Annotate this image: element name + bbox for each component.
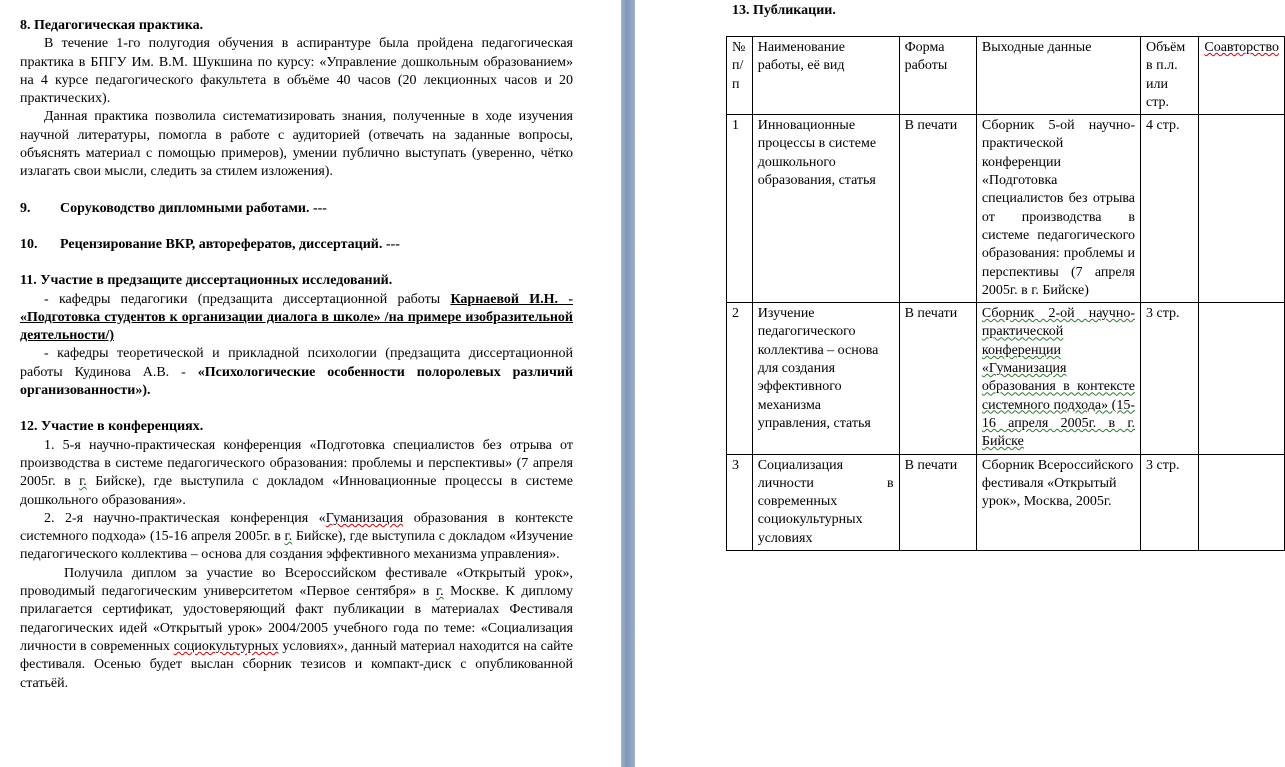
section-12-item-1: 1. 5-я научно-практическая конференция «Подготовка специалистов без отрыва от производства в системе педагогического образования: проблемы и перспективы» (7 апреля 2005г. в г. Бийске), где выступила с докладом «Инновационные процессы в системе дошкольного образования».: [20, 437, 574, 508]
left-column: [20, 17, 573, 693]
cell-name: Инновационные процессы в системе дошкольного образования, статья: [752, 115, 899, 303]
table-row: [727, 115, 1285, 303]
cell-volume: 4 стр.: [1141, 115, 1199, 303]
header-output: Выходные данные: [976, 37, 1140, 115]
header-name: Наименование работы, её вид: [752, 37, 899, 115]
header-volume: Объём в п.л. или стр.: [1141, 37, 1199, 115]
section-8-title: 8. Педагогическая практика.: [20, 18, 204, 33]
section-9-title: 9. Соруководство дипломными работами. ---: [20, 200, 327, 216]
cell-coauthors: [1199, 115, 1285, 303]
cell-number: 1: [727, 115, 753, 303]
section-11-item-1: - кафедры педагогики (предзащита диссертационной работы Карнаевой И.Н. - «Подготовка студентов к организации диалога в школе» /на примере изобразительной деятельности/): [20, 291, 573, 344]
left-page: [0, 0, 621, 767]
cell-coauthors: [1199, 303, 1285, 454]
publications-table: [726, 36, 1285, 551]
section-11-item-1-thesis: Карнаевой И.Н. - «Подготовка студентов к организации диалога в школе» /на примере изобразительной деятельности/): [20, 291, 573, 344]
cell-output: Сборник 5-ой научно-практической конференции «Подготовка специалистов без отрыва от производства в системе педагогического образования: проблемы и перспективы (7 апреля 2005г. в г. Бийске): [976, 115, 1140, 303]
header-form: Форма работы: [899, 37, 976, 115]
section-8-paragraph-2: Данная практика позволила систематизировать знания, полученные в ходе изучения научной литературы, помогла в работе с аудиторией (отвечать на заданные вопросы, объяснять материал с помощью примеров), умении публично выступать (уверенно, чётко излагать свои мысли, следить за стилем изложения).: [20, 109, 573, 180]
section-11-title: 11. Участие в предзащите диссертационных исследований.: [20, 273, 393, 289]
page-divider: [621, 0, 635, 767]
right-page: [635, 0, 1285, 767]
header-number: № п/п: [727, 37, 753, 115]
table-row: [727, 454, 1285, 550]
section-12-diploma-paragraph: Получила диплом за участие во Всероссийском фестивале «Открытый урок», проводимый педагогическим университетом «Первое сентября» в г. Москве. К диплому прилагается сертификат, удостоверяющий факт публикации в материалах Фестиваля педагогических идей «Открытый урок» 2004/2005 учебного года по теме: «Социализация личности в современных социокультурных условиях», данный материал находится на сайте фестиваля. Осенью будет выслан сборник тезисов и компакт-диск с опубликованной статьёй.: [20, 565, 574, 691]
table-header-row: [727, 37, 1285, 115]
section-12-item-2: 2. 2-я научно-практическая конференция «Гуманизация образования в контексте системного подхода» (15-16 апреля 2005г. в г. Бийске), где выступила с докладом «Изучение педагогического коллектива – основа для создания эффективного механизма управления».: [20, 510, 574, 563]
cell-coauthors: [1199, 454, 1285, 550]
table-row: [727, 303, 1285, 454]
cell-output: Сборник Всероссийского фестиваля «Открытый урок», Москва, 2005г.: [976, 454, 1140, 550]
cell-volume: 3 стр.: [1141, 454, 1199, 550]
cell-output: Сборник 2-ой научно-практической конференции «Гуманизация образования в контексте системного подхода» (15-16 апреля 2005г. в г. Бийске: [976, 303, 1140, 454]
cell-form: В печати: [899, 454, 976, 550]
cell-name: Социализация личности в современных социокультурных условиях: [752, 454, 899, 550]
section-10-title: 10. Рецензирование ВКР, авторефератов, диссертаций. ---: [20, 236, 400, 252]
cell-form: В печати: [899, 303, 976, 454]
cell-volume: 3 стр.: [1141, 303, 1199, 454]
section-11-item-2: - кафедры теоретической и прикладной психологии (предзащита диссертационной работы Кудинова А.В. - «Психологические особенности полоролевых различий организованности»).: [20, 346, 574, 399]
cell-form: В печати: [899, 115, 976, 303]
publications-title: 13. Публикации.: [732, 3, 836, 18]
header-coauthors: Соавторство: [1199, 37, 1285, 115]
section-8-paragraph-1: В течение 1-го полугодия обучения в аспирантуре была пройдена педагогическая практика в БПГУ Им. В.М. Шукшина по курсу: «Управление дошкольным образованием» на 4 курсе педагогического факультета в объёме 40 часов (20 лекционных часов и 20 практических).: [20, 36, 573, 107]
cell-number: 2: [727, 303, 753, 454]
section-11-item-2-thesis: «Психологические особенности полоролевых различий организованности»).: [20, 364, 574, 399]
cell-number: 3: [727, 454, 753, 550]
cell-name: Изучение педагогического коллектива – основа для создания эффективного механизма управления, статья: [752, 303, 899, 454]
section-12-title: 12. Участие в конференциях.: [20, 419, 204, 435]
